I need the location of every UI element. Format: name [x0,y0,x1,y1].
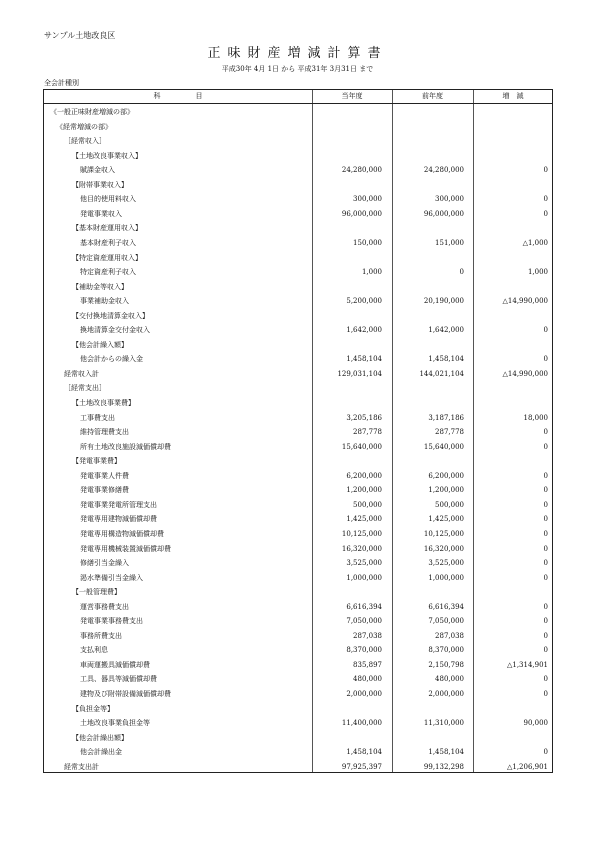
difference-amount: 18,000 [523,413,548,422]
current-year-amount: 300,000 [353,195,382,204]
difference-amount: 0 [543,602,548,611]
table-row [44,556,552,571]
table-row [44,105,552,120]
table-row [44,527,552,542]
previous-year-amount: 6,200,000 [428,471,464,480]
table-row [44,600,552,615]
difference-amount: 0 [543,646,548,655]
organization-name: サンプル土地改良区 [44,31,116,40]
table-row [44,207,552,222]
row-label: 発電専用構造物減価償却費 [80,529,164,538]
previous-year-amount: 3,187,186 [428,413,464,422]
previous-year-amount: 10,125,000 [423,529,464,538]
current-year-amount: 96,000,000 [341,209,382,218]
previous-year-amount: 99,132,298 [423,762,464,771]
table-row [44,571,552,586]
table-row [44,149,552,164]
row-label: 発電事業人件費 [80,471,129,480]
table-row [44,498,552,513]
row-label: 【補助金等収入】 [72,282,128,291]
row-label: 基本財産利子収入 [80,238,136,247]
difference-amount: 0 [543,209,548,218]
row-label: 経常支出計 [64,762,99,771]
table-row [44,425,552,440]
row-label: 【基本財産運用収入】 [72,224,142,233]
previous-year-amount: 1,200,000 [428,486,464,495]
current-year-amount: 1,458,104 [346,748,382,757]
row-label: 《一般正味財産増減の部》 [50,108,134,116]
table-row [44,309,552,324]
row-label: 【交付換地清算金収入】 [72,311,149,320]
row-label: 事業補助金収入 [80,297,129,306]
row-label: 【一般管理費】 [72,588,121,597]
statement-table [43,89,553,773]
row-label: 他会計繰出金 [80,748,122,757]
difference-amount: △1,206,901 [506,762,548,771]
table-row [44,192,552,207]
document-title: 正味財産増減計算書 [207,46,388,61]
table-row [44,265,552,280]
row-label: 【他会計繰入額】 [72,340,128,349]
table-row [44,658,552,673]
column-header-previous-year: 前年度 [422,92,443,100]
previous-year-amount: 24,280,000 [423,166,464,175]
current-year-amount: 500,000 [353,500,382,509]
previous-year-amount: 1,458,104 [428,355,464,364]
previous-year-amount: 500,000 [435,500,464,509]
row-label: 【負担金等】 [72,704,114,713]
row-label: 発電事業発電所管理支出 [80,500,157,509]
current-year-amount: 2,000,000 [346,690,382,698]
previous-year-amount: 2,000,000 [428,690,464,698]
current-year-amount: 480,000 [353,675,382,684]
table-row [44,134,552,149]
table-header [44,90,552,104]
row-label: 支払利息 [80,646,108,655]
row-label: 《経常増減の部》 [56,122,112,131]
row-label: 所有土地改良施設減価償却費 [80,442,171,451]
previous-year-amount: 1,000,000 [428,573,464,582]
table-row [44,338,552,353]
difference-amount: 0 [543,515,548,524]
difference-amount: 0 [543,573,548,582]
current-year-amount: 150,000 [353,238,382,247]
previous-year-amount: 11,310,000 [423,719,464,728]
row-label: ［経常支出］ [64,384,106,393]
current-year-amount: 1,458,104 [346,355,382,364]
current-year-amount: 24,280,000 [341,166,382,175]
table-row [44,731,552,746]
difference-amount: 0 [543,690,548,698]
current-year-amount: 287,038 [353,631,382,640]
difference-amount: △14,990,000 [502,369,548,378]
previous-year-amount: 1,642,000 [428,326,464,335]
previous-year-amount: 16,320,000 [423,544,464,553]
previous-year-amount: 7,050,000 [428,617,464,626]
table-row [44,716,552,731]
current-year-amount: 5,200,000 [346,297,382,306]
row-label: 事務所費支出 [80,631,122,640]
row-label: 建物及び附帯設備減価償却費 [80,690,171,698]
table-row [44,120,552,135]
row-label: 発電専用建物減価償却費 [80,515,157,524]
previous-year-amount: 151,000 [435,238,464,247]
table-row [44,294,552,309]
current-year-amount: 1,425,000 [346,515,382,524]
row-label: 経常収入計 [64,369,99,378]
table-row [44,280,552,295]
row-label: 発電事業修繕費 [80,486,129,495]
current-year-amount: 287,778 [353,428,382,437]
row-label: 【土地改良事業費】 [72,399,135,407]
current-year-amount: 7,050,000 [346,617,382,626]
table-row [44,542,552,557]
previous-year-amount: 1,458,104 [428,748,464,757]
previous-year-amount: 287,038 [435,631,464,640]
accounting-scope: 全会計種別 [44,79,79,87]
current-year-amount: 6,616,394 [346,602,382,611]
current-year-amount: 16,320,000 [341,544,382,553]
difference-amount: 0 [543,675,548,684]
row-label: 車両運搬具減価償却費 [80,660,150,669]
current-year-amount: 835,897 [353,660,382,669]
difference-amount: 0 [543,166,548,175]
table-row [44,643,552,658]
row-label: 修繕引当金繰入 [80,559,129,568]
previous-year-amount: 287,778 [435,428,464,437]
previous-year-amount: 96,000,000 [423,209,464,218]
difference-amount: 0 [543,500,548,509]
previous-year-amount: 1,425,000 [428,515,464,524]
row-label: 他目的使用料収入 [80,195,136,204]
row-label: 賦課金収入 [80,166,115,175]
row-label: 発電事業事務費支出 [80,617,143,626]
difference-amount: △1,000 [522,238,548,247]
difference-amount: △14,990,000 [502,297,548,306]
current-year-amount: 15,640,000 [341,442,382,451]
table-row [44,454,552,469]
row-label: 【特定資産運用収入】 [72,253,142,262]
row-label: 【土地改良事業収入】 [72,151,142,160]
table-row [44,672,552,687]
previous-year-amount: 2,150,798 [428,660,464,669]
difference-amount: 0 [543,428,548,437]
column-header-item: 科 目 [153,92,203,100]
column-header-difference: 増 減 [502,92,524,100]
difference-amount: 0 [543,529,548,538]
row-label: 【附帯事業収入】 [72,180,128,189]
previous-year-amount: 6,616,394 [428,602,464,611]
difference-amount: 0 [543,471,548,480]
table-row [44,760,552,775]
difference-amount: △1,314,901 [506,660,548,669]
table-row [44,411,552,426]
current-year-amount: 1,200,000 [346,486,382,495]
table-row [44,702,552,717]
previous-year-amount: 144,021,104 [419,369,464,378]
current-year-amount: 1,000,000 [346,573,382,582]
table-row [44,512,552,527]
difference-amount: 0 [543,355,548,364]
row-label: ［経常収入］ [64,137,106,146]
current-year-amount: 3,205,186 [346,413,382,422]
table-row [44,352,552,367]
previous-year-amount: 20,190,000 [423,297,464,306]
table-row [44,178,552,193]
current-year-amount: 8,370,000 [346,646,382,655]
current-year-amount: 97,925,397 [341,762,382,771]
row-label: 換地清算金交付金収入 [80,326,150,335]
row-label: 発電事業収入 [80,209,122,218]
previous-year-amount: 3,525,000 [428,559,464,568]
table-row [44,469,552,484]
previous-year-amount: 0 [459,268,464,277]
current-year-amount: 1,642,000 [346,326,382,335]
table-row [44,629,552,644]
current-year-amount: 10,125,000 [341,529,382,538]
table-row [44,251,552,266]
previous-year-amount: 15,640,000 [423,442,464,451]
difference-amount: 0 [543,195,548,204]
table-row [44,381,552,396]
current-year-amount: 129,031,104 [337,369,382,378]
row-label: 工具、器具等減価償却費 [80,675,157,684]
table-row [44,745,552,760]
row-label: 【他会計繰出額】 [72,733,128,742]
difference-amount: 0 [543,748,548,757]
row-label: 他会計からの繰入金 [80,355,143,364]
table-row [44,396,552,411]
column-header-current-year: 当年度 [341,92,363,100]
difference-amount: 0 [543,617,548,626]
row-label: 発電専用機械装置減価償却費 [80,544,171,553]
difference-amount: 0 [543,544,548,553]
difference-amount: 0 [543,326,548,335]
table-row [44,163,552,178]
current-year-amount: 11,400,000 [341,719,382,728]
row-label: 維持管理費支出 [80,428,129,437]
difference-amount: 90,000 [523,719,548,728]
row-label: 工事費支出 [80,413,115,422]
current-year-amount: 1,000 [361,268,382,277]
table-row [44,585,552,600]
previous-year-amount: 8,370,000 [428,646,464,655]
current-year-amount: 3,525,000 [346,559,382,568]
difference-amount: 1,000 [527,268,548,277]
table-row [44,440,552,455]
row-label: 土地改良事業負担金等 [80,719,150,728]
current-year-amount: 6,200,000 [346,471,382,480]
table-row [44,221,552,236]
previous-year-amount: 480,000 [435,675,464,684]
table-row [44,483,552,498]
difference-amount: 0 [543,442,548,451]
difference-amount: 0 [543,486,548,495]
row-label: 運営事務費支出 [80,602,129,611]
difference-amount: 0 [543,559,548,568]
table-row [44,323,552,338]
table-row [44,614,552,629]
previous-year-amount: 300,000 [435,195,464,204]
table-row [44,236,552,251]
row-label: 【発電事業費】 [72,457,121,466]
fiscal-period: 平成30年 4月 1日 から 平成31年 3月31日 まで [221,65,374,73]
table-row [44,367,552,382]
difference-amount: 0 [543,631,548,640]
table-row [44,687,552,702]
row-label: 特定資産利子収入 [80,268,136,277]
row-label: 渇水準備引当金繰入 [80,573,143,582]
